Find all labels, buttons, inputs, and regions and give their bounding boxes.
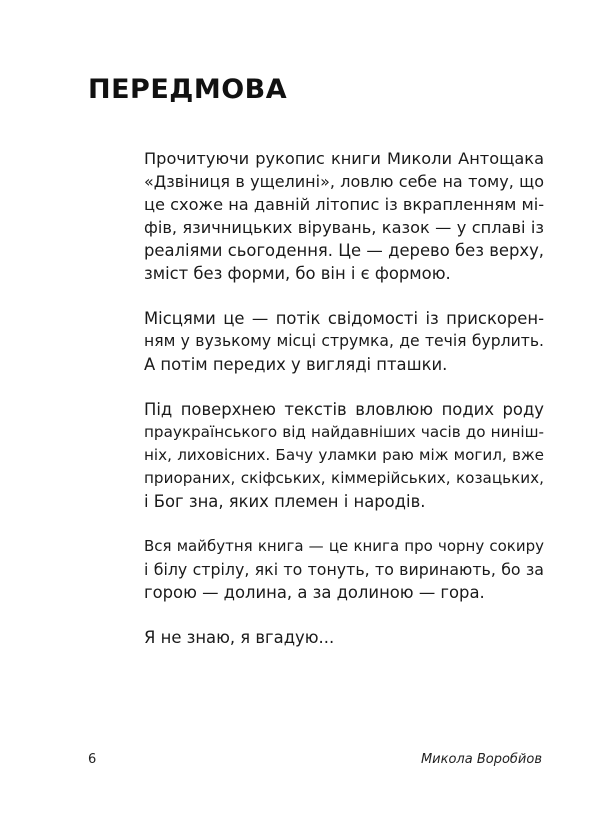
text-line: фів, язичницьких вірувань, казок — у сплаві із bbox=[144, 218, 544, 237]
text-line: це схоже на давній літопис із вкрапленням мі- bbox=[144, 195, 545, 214]
text-line: реаліями сьогодення. Це — дерево без верху, bbox=[144, 241, 544, 260]
text-line: зміст без форми, бо він і є формою. bbox=[144, 264, 451, 283]
text-line: Місцями це — потік свідомості із прискорен- bbox=[144, 309, 544, 328]
text-line: Вся майбутня книга — це книга про чорну сокиру bbox=[144, 537, 544, 555]
paragraph-5 bbox=[144, 626, 544, 649]
text-line: праукраїнського від найдавніших часів до нинiш- bbox=[144, 423, 544, 441]
text-line: «Дзвіниця в ущелині», ловлю себе на тому, що bbox=[144, 172, 544, 191]
paragraph-3 bbox=[144, 398, 544, 513]
text-line: приораних, скіфських, кіммерійських, козацьких, bbox=[144, 469, 544, 487]
text-line: ням у вузькому місці струмка, де течія бурлить. bbox=[144, 332, 544, 350]
page-title: ПЕРЕДМОВА bbox=[88, 74, 288, 105]
text-line: Я не знаю, я вгадую... bbox=[144, 628, 335, 647]
page-number: 6 bbox=[88, 752, 97, 767]
text-line: і Бог зна, яких племен і народів. bbox=[144, 492, 426, 511]
text-line: горою — долина, а за долиною — гора. bbox=[144, 583, 485, 602]
text-line: Прочитуючи рукопис книги Миколи Антощака bbox=[144, 149, 544, 168]
text-line: Під поверхнею текстів вловлюю подих роду bbox=[144, 400, 544, 419]
running-footer-author: Микола Воробйов bbox=[420, 752, 542, 767]
text-line: ніх, лиховісних. Бачу уламки раю між могил, вже bbox=[144, 446, 544, 464]
text-line: А потім передих у вигляді пташки. bbox=[144, 355, 448, 374]
body-text bbox=[144, 147, 544, 671]
paragraph-2 bbox=[144, 307, 544, 376]
text-line: і білу стрілу, які то тонуть, то виринають, бо за bbox=[144, 560, 544, 579]
paragraph-1 bbox=[144, 147, 544, 285]
paragraph-4 bbox=[144, 535, 544, 604]
